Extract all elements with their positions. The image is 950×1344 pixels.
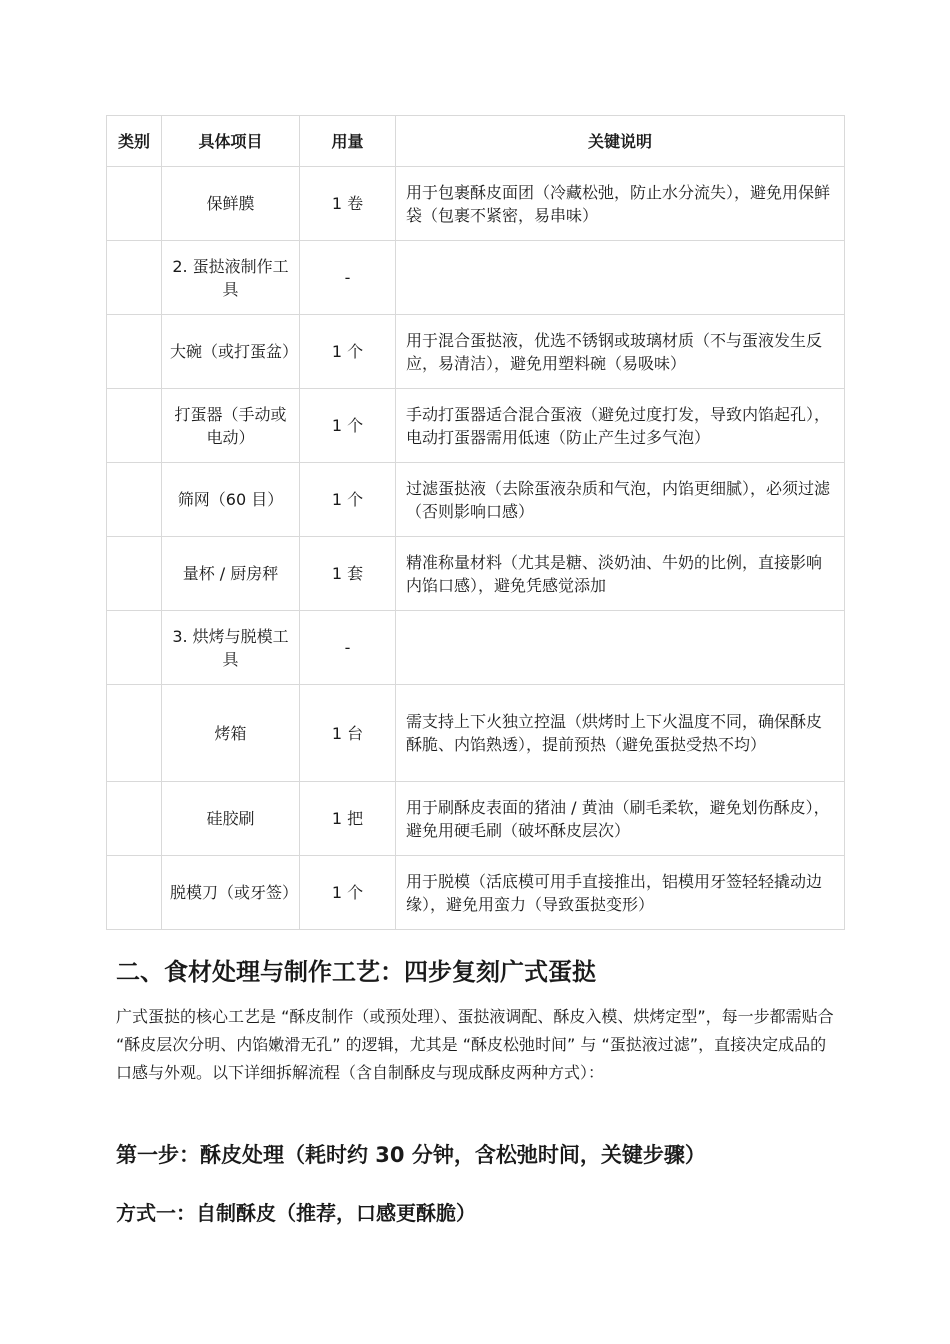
cell-quantity: 1 个 xyxy=(300,463,396,537)
cell-category xyxy=(107,167,162,241)
table-header-row xyxy=(107,116,845,167)
cell-item: 3. 烘烤与脱模工具 xyxy=(162,611,300,685)
cell-quantity: 1 个 xyxy=(300,315,396,389)
cell-item: 筛网（60 目） xyxy=(162,463,300,537)
cell-category xyxy=(107,611,162,685)
cell-item: 大碗（或打蛋盆） xyxy=(162,315,300,389)
header-quantity: 用量 xyxy=(300,116,396,167)
cell-note xyxy=(396,611,845,685)
section-heading: 二、食材处理与制作工艺：四步复刻广式蛋挞 xyxy=(116,958,596,986)
cell-category xyxy=(107,685,162,782)
cell-note: 用于刷酥皮表面的猪油 / 黄油（刷毛柔软，避免划伤酥皮），避免用硬毛刷（破坏酥皮层次） xyxy=(396,782,845,856)
cell-quantity: 1 台 xyxy=(300,685,396,782)
cell-quantity: 1 把 xyxy=(300,782,396,856)
cell-note: 手动打蛋器适合混合蛋液（避免过度打发，导致内馅起孔），电动打蛋器需用低速（防止产生过多气泡） xyxy=(396,389,845,463)
cell-item: 量杯 / 厨房秤 xyxy=(162,537,300,611)
table-row xyxy=(107,389,845,463)
step-one-heading: 第一步：酥皮处理（耗时约 30 分钟，含松弛时间，关键步骤） xyxy=(116,1143,706,1167)
cell-note: 过滤蛋挞液（去除蛋液杂质和气泡，内馅更细腻），必须过滤（否则影响口感） xyxy=(396,463,845,537)
method-one-heading: 方式一：自制酥皮（推荐，口感更酥脆） xyxy=(116,1201,476,1225)
cell-note: 用于包裹酥皮面团（冷藏松弛，防止水分流失），避免用保鲜袋（包裹不紧密，易串味） xyxy=(396,167,845,241)
table-row xyxy=(107,611,845,685)
cell-category xyxy=(107,315,162,389)
section-intro-paragraph: 广式蛋挞的核心工艺是 “酥皮制作（或预处理）、蛋挞液调配、酥皮入模、烘烤定型”，每一步都需贴合 “酥皮层次分明、内馅嫩滑无孔” 的逻辑，尤其是 “酥皮松弛时间” 与 “蛋挞液过滤”，直接决定成品的口感与外观。以下详细拆解流程（含自制酥皮与现成酥皮两种方式）： xyxy=(116,1007,834,1082)
header-note: 关键说明 xyxy=(396,116,845,167)
table-row xyxy=(107,856,845,930)
cell-category xyxy=(107,463,162,537)
table-row xyxy=(107,167,845,241)
tools-table xyxy=(106,115,845,930)
cell-item: 打蛋器（手动或电动） xyxy=(162,389,300,463)
cell-category xyxy=(107,856,162,930)
cell-category xyxy=(107,241,162,315)
cell-category xyxy=(107,537,162,611)
cell-note: 需支持上下火独立控温（烘烤时上下火温度不同，确保酥皮酥脆、内馅熟透），提前预热（避免蛋挞受热不均） xyxy=(396,685,845,782)
cell-category xyxy=(107,782,162,856)
cell-quantity: 1 个 xyxy=(300,389,396,463)
cell-item: 硅胶刷 xyxy=(162,782,300,856)
cell-item: 烤箱 xyxy=(162,685,300,782)
cell-quantity: 1 卷 xyxy=(300,167,396,241)
cell-item: 2. 蛋挞液制作工具 xyxy=(162,241,300,315)
cell-quantity: - xyxy=(300,241,396,315)
cell-note: 精准称量材料（尤其是糖、淡奶油、牛奶的比例，直接影响内馅口感），避免凭感觉添加 xyxy=(396,537,845,611)
table-row xyxy=(107,782,845,856)
header-category: 类别 xyxy=(107,116,162,167)
cell-quantity: 1 个 xyxy=(300,856,396,930)
table-row xyxy=(107,241,845,315)
cell-quantity: - xyxy=(300,611,396,685)
cell-category xyxy=(107,389,162,463)
cell-note: 用于混合蛋挞液，优选不锈钢或玻璃材质（不与蛋液发生反应，易清洁），避免用塑料碗（易吸味） xyxy=(396,315,845,389)
cell-note: 用于脱模（活底模可用手直接推出，铝模用牙签轻轻撬动边缘），避免用蛮力（导致蛋挞变形） xyxy=(396,856,845,930)
cell-note xyxy=(396,241,845,315)
table-row xyxy=(107,315,845,389)
table-row xyxy=(107,685,845,782)
cell-item: 脱模刀（或牙签） xyxy=(162,856,300,930)
header-item: 具体项目 xyxy=(162,116,300,167)
cell-item: 保鲜膜 xyxy=(162,167,300,241)
cell-quantity: 1 套 xyxy=(300,537,396,611)
table-row xyxy=(107,537,845,611)
table-row xyxy=(107,463,845,537)
